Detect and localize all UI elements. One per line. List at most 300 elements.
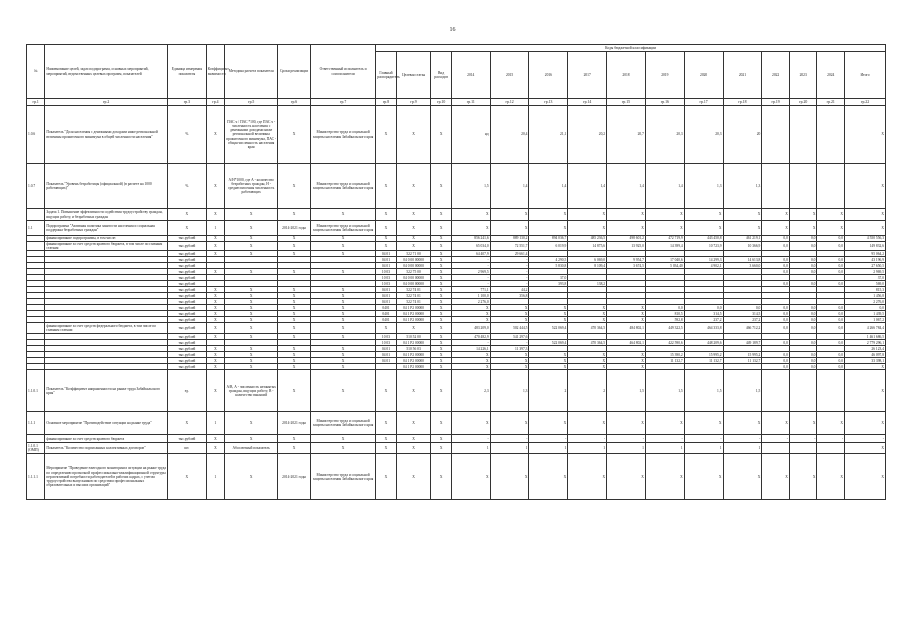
table-cell: X — [225, 435, 278, 443]
table-cell: 11 132,7 — [684, 358, 723, 364]
table-cell: X — [529, 412, 568, 435]
table-cell: X — [167, 209, 206, 221]
table-cell: - — [762, 435, 790, 443]
table-cell: 0,0 — [817, 269, 845, 275]
table-cell: - — [490, 269, 529, 275]
table-cell — [817, 164, 845, 209]
table-cell: 04 01 — [376, 263, 396, 269]
table-cell: 0,0 — [789, 236, 817, 242]
table-cell: 1,4 — [490, 164, 529, 209]
table-cell: 314,5 — [684, 311, 723, 317]
table-cell: 1 456,8 — [845, 293, 886, 299]
table-cell: X — [529, 358, 568, 364]
table-cell: X — [310, 269, 375, 275]
table-cell: X — [431, 358, 451, 364]
table-cell — [762, 370, 790, 412]
table-cell: 15 390,2 — [645, 352, 684, 358]
col-header-year: 2020 — [684, 52, 723, 99]
table-cell: 11 132,7 — [645, 358, 684, 364]
table-cell: 1 — [684, 443, 723, 454]
table-cell: 04 0 00 00000 — [396, 257, 431, 263]
row-number-cell — [27, 435, 45, 443]
row-number-cell: 1.1.0.1 — [27, 370, 45, 412]
table-row — [27, 370, 886, 412]
table-cell: 2014-2021 годы — [278, 412, 311, 435]
table-cell: X — [431, 236, 451, 242]
table-cell: 1 439,5 — [845, 311, 886, 317]
table-cell: X — [310, 287, 375, 293]
table-cell: 0,0 — [789, 358, 817, 364]
table-cell: 314,5 — [723, 311, 762, 317]
table-cell: X — [225, 287, 278, 293]
table-row — [27, 323, 886, 334]
table-cell: X — [396, 221, 431, 236]
table-cell: 0,0 — [789, 364, 817, 370]
table-cell: 502 444,5 — [490, 323, 529, 334]
table-cell: X — [278, 209, 311, 221]
table-cell: X — [431, 275, 451, 281]
table-cell: тыс.рублей — [167, 305, 206, 311]
table-cell: X — [206, 299, 224, 305]
table-cell: X — [206, 317, 224, 323]
table-cell: 1 — [645, 443, 684, 454]
table-cell: X — [451, 454, 490, 500]
table-cell: 1,5 — [723, 370, 762, 412]
row-number-cell: 1.1.0.1 (ОМП) — [27, 443, 45, 454]
table-row — [27, 454, 886, 500]
table-cell: X — [845, 370, 886, 412]
table-cell: X — [529, 209, 568, 221]
table-cell: 0,0 — [817, 242, 845, 251]
table-cell: 2 — [568, 370, 607, 412]
table-cell: X — [310, 305, 375, 311]
table-cell: 1 067,2 — [845, 317, 886, 323]
table-cell: X — [762, 209, 790, 221]
row-number-cell — [27, 323, 45, 334]
table-cell: X — [376, 106, 396, 164]
table-cell: X — [568, 358, 607, 364]
table-cell: 11 397,3 — [490, 346, 529, 352]
row-name-cell: Мероприятие "Проведение ежегодного мониторинга ситуации на рынке труда по определению прогнозной профессионально-квалификационной структуры перспективной потребности работодателей в рабочих кадрах, с учетом трудоустройства выпускников по средствам профессиональных образовательных и высших организаций" — [45, 454, 168, 500]
col-header-period: Сроки реализации — [278, 45, 311, 99]
table-cell: X — [278, 435, 311, 443]
table-cell: X — [376, 209, 396, 221]
table-row — [27, 209, 886, 221]
table-cell: 10 03 — [376, 334, 396, 340]
table-cell: X — [431, 263, 451, 269]
table-cell: 04 01 — [376, 299, 396, 305]
table-cell: X — [431, 364, 451, 370]
table-cell: 44,2 — [490, 287, 529, 293]
table-cell: X — [451, 412, 490, 435]
table-cell: 510 52 00 — [396, 334, 431, 340]
table-cell: X — [310, 242, 375, 251]
table-cell: X — [310, 293, 375, 299]
column-number-cell: гр.11 — [451, 99, 490, 106]
page-number: 16 — [449, 27, 456, 33]
table-cell: 1 461 686,5 — [845, 334, 886, 340]
table-cell: X — [451, 358, 490, 364]
table-cell: X — [607, 412, 646, 435]
table-cell: 15 995,2 — [723, 352, 762, 358]
table-cell: X — [451, 364, 490, 370]
table-cell: X — [206, 305, 224, 311]
col-header-responsible: Ответственный исполнитель и соисполнители — [310, 45, 375, 99]
table-cell: X — [431, 454, 451, 500]
table-cell: X — [206, 164, 224, 209]
table-cell: 2 276,0 — [451, 299, 490, 305]
table-cell: X — [431, 317, 451, 323]
table-cell: 237,2 — [723, 317, 762, 323]
table-cell: X — [278, 251, 311, 257]
table-cell: 04 1 P2 00000 — [396, 305, 431, 311]
table-cell: X — [845, 209, 886, 221]
table-cell: X — [762, 221, 790, 236]
column-number-cell: гр.21 — [817, 99, 845, 106]
table-cell: X — [396, 106, 431, 164]
table-cell: X — [431, 323, 451, 334]
table-cell: X — [451, 317, 490, 323]
table-cell: 3 660,0 — [723, 263, 762, 269]
table-cell: 14 399,4 — [645, 242, 684, 251]
table-cell: 0,0 — [789, 257, 817, 263]
table-cell: X — [396, 454, 431, 500]
table-cell: X — [278, 299, 311, 305]
table-cell: 04 01 — [376, 346, 396, 352]
table-cell: X — [278, 352, 311, 358]
table-cell: тыс.рублей — [167, 352, 206, 358]
table-cell: X — [817, 454, 845, 500]
row-number-cell — [27, 242, 45, 251]
table-cell: 393,8 — [529, 281, 568, 287]
table-cell: 443 450,8 — [684, 236, 723, 242]
table-cell: X — [762, 412, 790, 435]
table-cell: 1 — [607, 443, 646, 454]
table-cell: X — [762, 454, 790, 500]
table-cell: тыс.рублей — [167, 317, 206, 323]
table-cell: 29 661,4 — [490, 251, 529, 257]
table-cell: 14 226,1 — [451, 346, 490, 352]
table-cell: X — [206, 443, 224, 454]
table-cell: тыс.рублей — [167, 435, 206, 443]
table-cell: X — [431, 164, 451, 209]
table-cell: X — [451, 209, 490, 221]
table-cell — [817, 443, 845, 454]
table-cell: X — [310, 299, 375, 305]
table-cell: X — [225, 251, 278, 257]
table-cell: 522 74 01 — [396, 287, 431, 293]
table-cell: 2014-2021 годы — [278, 221, 311, 236]
table-cell: 1 — [529, 443, 568, 454]
table-cell: 569,0 — [845, 281, 886, 287]
table-cell: X — [607, 221, 646, 236]
row-name-cell: Показатель "Доля населения с денежными доходами ниже региональной величины прожиточного минимума в общей численности населения" — [45, 106, 168, 164]
table-cell: 0,0 — [762, 305, 790, 311]
table-cell: X — [431, 443, 451, 454]
table-cell: X — [845, 412, 886, 435]
table-cell: X — [225, 323, 278, 334]
table-cell: Министерство труда и социальной защиты населения Забайкальского края — [310, 164, 375, 209]
table-cell: 464 333,8 — [684, 323, 723, 334]
table-cell: 485 236,5 — [568, 236, 607, 242]
table-cell: X — [431, 346, 451, 352]
table-cell: 0,0 — [762, 364, 790, 370]
table-cell: тыс.рублей — [167, 334, 206, 340]
table-cell: 1,3 — [490, 370, 529, 412]
table-cell: X — [607, 305, 646, 311]
table-cell: 14 299,3 — [684, 257, 723, 263]
table-cell: - — [490, 257, 529, 263]
table-cell: X — [789, 221, 817, 236]
table-cell: 10 03 — [376, 275, 396, 281]
table-cell: X — [278, 311, 311, 317]
table-cell: 470 364,5 — [568, 340, 607, 346]
table-cell: 4 902,1 — [684, 263, 723, 269]
table-cell: X — [845, 221, 886, 236]
table-cell: X — [490, 305, 529, 311]
table-cell: X — [431, 293, 451, 299]
table-cell: X — [167, 221, 206, 236]
table-cell: X — [431, 269, 451, 275]
table-cell: X — [225, 364, 278, 370]
table-cell: 20,7 — [607, 106, 646, 164]
table-cell: 6 069,0 — [568, 257, 607, 263]
table-cell: X — [396, 443, 431, 454]
table-cell: X — [817, 412, 845, 435]
table-cell: тыс.рублей — [167, 257, 206, 263]
table-cell: X — [310, 334, 375, 340]
table-cell: X — [206, 323, 224, 334]
table-cell: - — [451, 281, 490, 287]
table-cell: X — [310, 251, 375, 257]
table-cell: X — [431, 352, 451, 358]
table-cell — [817, 106, 845, 164]
row-number-cell: 1.1 — [27, 221, 45, 236]
table-cell: 04 0 00 00000 — [396, 281, 431, 287]
table-cell: X — [310, 352, 375, 358]
table-cell: 815,3 — [845, 287, 886, 293]
column-numbers-row — [27, 99, 886, 106]
table-cell: X — [684, 412, 723, 435]
table-cell: X — [278, 364, 311, 370]
table-cell: - — [490, 340, 529, 346]
table-cell: Министерство труда и социальной защиты населения Забайкальского края — [310, 454, 375, 500]
table-cell: X — [225, 299, 278, 305]
table-cell: 484 802,1 — [607, 323, 646, 334]
table-cell: 1,4 — [607, 164, 646, 209]
table-cell: 2,3 — [451, 370, 490, 412]
table-cell: 1,3 — [723, 164, 762, 209]
column-number-cell: гр.7 — [310, 99, 375, 106]
table-cell: тыс.рублей — [167, 287, 206, 293]
table-cell: X — [225, 293, 278, 299]
table-cell: % — [167, 106, 206, 164]
row-name-cell: финансирование за счет средств краевого бюджета — [45, 435, 168, 443]
table-cell: 95 064,2 — [845, 251, 886, 257]
table-cell: - — [684, 435, 723, 443]
table-cell: 10 03 — [376, 281, 396, 287]
table-cell: X — [845, 364, 886, 370]
column-number-cell: гр.8 — [376, 99, 396, 106]
table-cell: X — [310, 358, 375, 364]
column-number-cell: гр.16 — [645, 99, 684, 106]
table-cell: X — [278, 358, 311, 364]
table-cell: тыс.рублей — [167, 364, 206, 370]
table-cell: X — [376, 443, 396, 454]
row-number-cell — [27, 209, 45, 221]
table-cell: 0,0 — [789, 323, 817, 334]
table-cell: - — [451, 275, 490, 281]
table-cell: 2 — [529, 370, 568, 412]
table-cell: X — [568, 317, 607, 323]
table-cell: ед. — [167, 370, 206, 412]
table-cell: 498 601,2 — [607, 236, 646, 242]
table-cell: 1 — [206, 221, 224, 236]
table-cell: X — [396, 242, 431, 251]
column-number-cell: гр.12 — [490, 99, 529, 106]
table-cell: X — [607, 358, 646, 364]
table-cell: 0,0 — [762, 263, 790, 269]
table-cell: 889 130,2 — [490, 236, 529, 242]
table-cell: X — [278, 164, 311, 209]
table-cell: X — [607, 209, 646, 221]
table-cell: 510 56 03 — [396, 346, 431, 352]
table-cell: 10 03 — [376, 340, 396, 346]
table-cell: 17 040,6 — [645, 257, 684, 263]
table-cell: 541 297,6 — [490, 334, 529, 340]
table-cell: тыс.рублей — [167, 299, 206, 305]
table-cell: X — [167, 412, 206, 435]
table-cell: X — [206, 269, 224, 275]
table-cell: X — [845, 443, 886, 454]
table-cell: 0,0 — [762, 340, 790, 346]
table-cell: X — [376, 323, 396, 334]
table-cell: X — [451, 311, 490, 317]
table-cell: - — [723, 435, 762, 443]
table-cell: 33 398,1 — [845, 358, 886, 364]
table-cell: 149 832,6 — [845, 242, 886, 251]
table-cell: X — [529, 311, 568, 317]
table-cell: X — [310, 370, 375, 412]
row-name-cell: Задача 1. Повышение эффективности содействия трудоустройству граждан, ищущих работу, и безработных граждан — [45, 209, 168, 221]
table-cell: X — [431, 209, 451, 221]
table-cell: X — [225, 352, 278, 358]
table-cell: 04 0 00 00000 — [396, 275, 431, 281]
table-cell: тыс.рублей — [167, 358, 206, 364]
table-cell: X — [431, 370, 451, 412]
table-cell: 0,0 — [762, 269, 790, 275]
table-cell: тыс.рублей — [167, 236, 206, 242]
table-cell: 4 266 784,4 — [845, 323, 886, 334]
table-cell: А/Н*1000, где А - количество безработных граждан, Н - среднесписочная численность работающих — [225, 164, 278, 209]
table-cell: 1,5 — [684, 370, 723, 412]
table-cell: Министерство труда и социальной защиты населения Забайкальского края — [310, 106, 375, 164]
table-cell: 522 74 01 — [396, 293, 431, 299]
table-cell: X — [206, 352, 224, 358]
table-cell: 0,0 — [789, 269, 817, 275]
table-cell: 894 036,7 — [529, 236, 568, 242]
table-cell: X — [206, 287, 224, 293]
column-number-cell: гр.5 — [225, 99, 278, 106]
table-cell: тыс.рублей — [167, 340, 206, 346]
table-cell: 20,4 — [490, 106, 529, 164]
table-cell: 2 276,0 — [845, 299, 886, 305]
table-cell: 522 069,4 — [529, 340, 568, 346]
table-cell: X — [278, 317, 311, 323]
table-cell: 64 407,9 — [451, 251, 490, 257]
table-cell: X — [206, 370, 224, 412]
table-cell — [789, 106, 817, 164]
table-cell: X — [607, 364, 646, 370]
table-cell: 0,0 — [817, 257, 845, 263]
table-cell: X — [723, 412, 762, 435]
table-cell: - — [490, 275, 529, 281]
table-cell: X — [645, 221, 684, 236]
col-header-year: 2019 — [645, 52, 684, 99]
table-cell: X — [206, 242, 224, 251]
col-header-gr: Главный распорядитель — [376, 52, 396, 99]
table-cell: 20,3 — [645, 106, 684, 164]
table-cell: X — [431, 106, 451, 164]
table-cell: X — [376, 236, 396, 242]
table-cell: 13 925,0 — [607, 242, 646, 251]
table-cell: 0,0 — [817, 317, 845, 323]
table-cell: X — [451, 305, 490, 311]
table-cell: X — [278, 334, 311, 340]
table-row — [27, 435, 886, 443]
col-header-name: Наименование целей, задач подпрограмм, основных мероприятий, мероприятий, ведомственных целевых программ, показателей — [45, 45, 168, 99]
table-cell: 522 71 00 — [396, 251, 431, 257]
table-cell: X — [490, 412, 529, 435]
table-cell: 5 830,8 — [529, 263, 568, 269]
table-cell: X — [376, 370, 396, 412]
table-cell: - — [451, 257, 490, 263]
table-cell: тыс.рублей — [167, 263, 206, 269]
table-cell: X — [278, 443, 311, 454]
table-cell: 1 — [451, 443, 490, 454]
table-body — [27, 106, 886, 500]
table-cell: тыс.рублей — [167, 275, 206, 281]
table-cell: X — [310, 346, 375, 352]
table-cell: X — [278, 323, 311, 334]
table-cell: 5 034,40 — [645, 263, 684, 269]
table-cell: 422 590,6 — [645, 340, 684, 346]
table-cell: X — [225, 454, 278, 500]
table-cell: 472 719,9 — [645, 236, 684, 242]
table-cell: 46 097,8 — [845, 352, 886, 358]
table-cell — [789, 443, 817, 454]
table-cell: 1,4 — [529, 164, 568, 209]
column-number-cell: гр.18 — [723, 99, 762, 106]
table-cell: X — [376, 412, 396, 435]
table-cell: 20,2 — [568, 106, 607, 164]
table-cell: X — [225, 209, 278, 221]
row-number-cell: 1.0.6 — [27, 106, 45, 164]
col-header-total: Итого — [845, 52, 886, 99]
table-cell: X — [568, 454, 607, 500]
table-cell: X — [568, 305, 607, 311]
table-cell: X — [376, 454, 396, 500]
table-cell: X — [310, 364, 375, 370]
table-cell: X — [817, 221, 845, 236]
table-row — [27, 412, 886, 435]
table-cell: 37,0 — [845, 275, 886, 281]
table-cell: X — [431, 340, 451, 346]
table-cell: X — [568, 311, 607, 317]
table-cell: 1,5 — [645, 370, 684, 412]
table-cell: 522 069,4 — [529, 323, 568, 334]
table-cell: Министерство труда и социальной защиты населения Забайкальского края — [310, 221, 375, 236]
